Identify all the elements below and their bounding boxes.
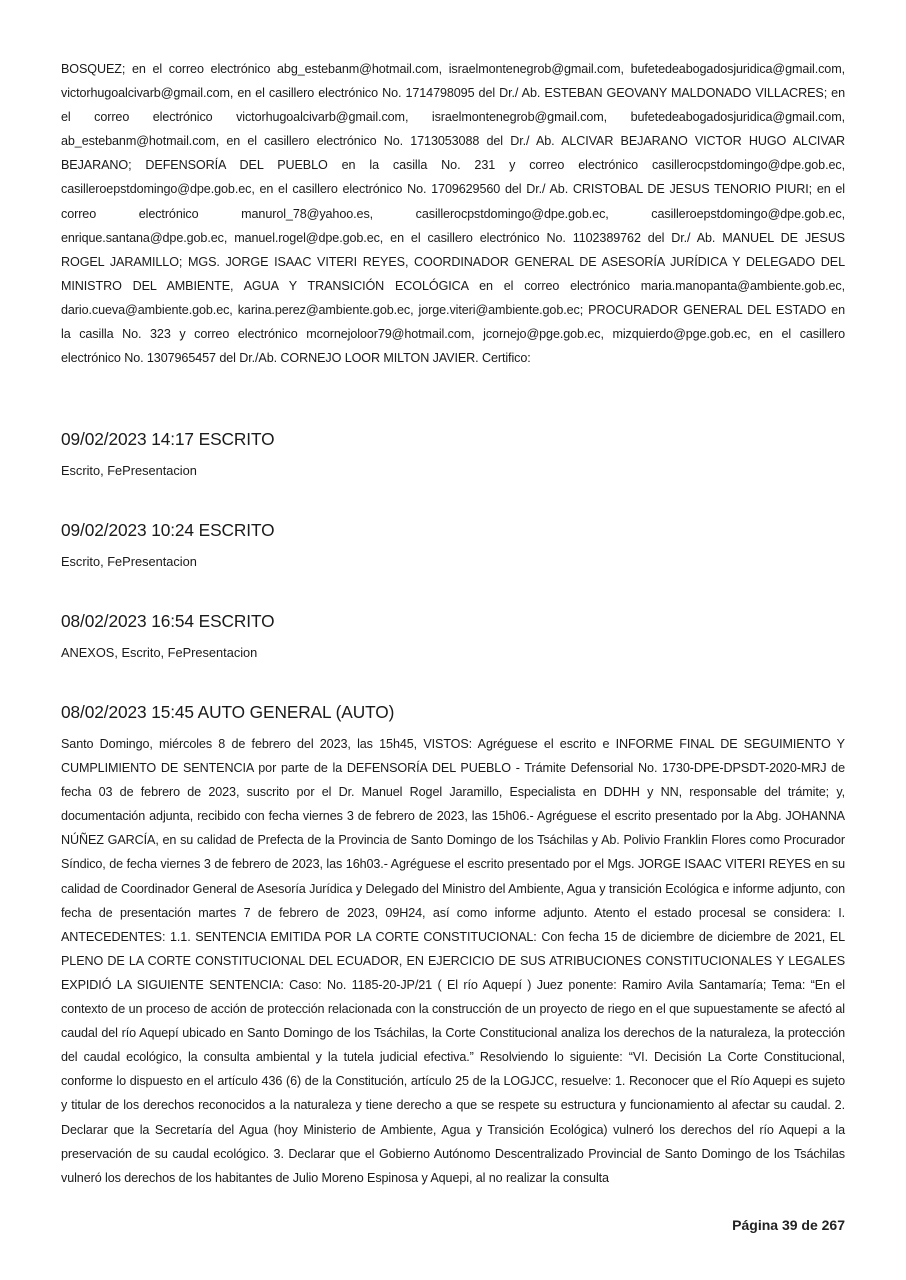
entry-title: 08/02/2023 15:45 AUTO GENERAL (AUTO): [61, 702, 395, 722]
entry-body: Santo Domingo, miércoles 8 de febrero del 2023, las 15h45, VISTOS: Agréguese el escrito e INFORME FINAL DE SEGUIMIENTO Y CUMPLIMIENTO DE SENTENCIA por parte de la DEFENSORÍA DEL PUEBLO - Trámite Defensorial No. 1730-DPE-DPSDT-2020-MRJ de fecha 03 de febrero de 2023, suscrito por el Dr. Manuel Rogel Jaramillo, Especialista en DDHH y NN, responsable del trámite; y, documentación adjunta, recibido con fecha viernes 3 de febrero de 2023, las 15h06.- Agréguese el escrito presentado por la Abg. JOHANNA NÚÑEZ GARCÍA, en su calidad de Prefecta de la Provincia de Santo Domingo de los Tsáchilas y Ab. Polivio Franklin Flores como Procurador Síndico, de fecha viernes 3 de febrero de 2023, las 16h03.- Agréguese el escrito presentado por el Mgs. JORGE ISAAC VITERI REYES en su calidad de Coordinador General de Asesoría Jurídica y Delegado del Ministro del Ambiente, Agua y transición Ecológica e informe adjunto, con fecha de presentación martes 7 de febrero de 2023, 09H24, así como informe adjunto. Atento el estado procesal se considera: I. ANTECEDENTES: 1.1. SENTENCIA EMITIDA POR LA CORTE CONSTITUCIONAL: Con fecha 15 de diciembre de diciembre de 2021, EL PLENO DE LA CORTE CONSTITUCIONAL DEL ECUADOR, EN EJERCICIO DE SUS ATRIBUCIONES CONSTITUCIONALES Y LEGALES EXPIDIÓ LA SIGUIENTE SENTENCIA: Caso: No. 1185-20-JP/21 ( El río Aquepí ) Juez ponente: Ramiro Avila Santamaría; Tema: “En el contexto de un proceso de acción de protección relacionada con la construcción de un proyecto de riego en el que supuestamente se afectó al caudal del río Aquepí ubicado en Santo Domingo de los Tsáchilas, la Corte Constitucional analiza los derechos de la naturaleza, la protección del caudal ecológico, la consulta ambiental y la tutela judicial efectiva.” Resolviendo lo siguiente: “VI. Decisión La Corte Constitucional, conforme lo dispuesto en el artículo 436 (6) de la Constitución, artículo 25 de la LOGJCC, resuelve: 1. Reconocer que el Río Aquepi es sujeto y titular de los derechos reconocidos a la naturaleza y tiene derecho a que se respete su estructura y funcionamiento al afectar su caudal. 2. Declarar que la Secretaría del Agua (hoy Ministerio de Ambiente, Agua y Transición Ecológica) vulneró los derechos del río Aquepi a la preservación de su caudal ecológico. 3. Declarar que el Gobierno Autónomo Descentralizado Provincial de Santo Domingo de los Tsáchilas vulneró los derechos de los habitantes de Julio Moreno Espinosa y Aquepi, al no realizar la consulta: [61, 737, 845, 1185]
entry-title: 09/02/2023 10:24 ESCRITO: [61, 520, 275, 540]
docket-entry: [61, 518, 845, 572]
entry-subtitle: ANEXOS, Escrito, FePresentacion: [61, 645, 258, 660]
page-number: Página 39 de 267: [732, 1217, 845, 1233]
notification-paragraph: BOSQUEZ; en el correo electrónico abg_estebanm@hotmail.com, israelmontenegrob@gmail.com, bufetedeabogadosjuridica@gmail.com, victorhugoalcivarb@gmail.com, en el casillero electrónico No. 1714798095 del Dr./ Ab. ESTEBAN GEOVANY MALDONADO VILLACRES; en el correo electrónico victorhugoalcivarb@gmail.com, israelmontenegrob@gmail.com, bufetedeabogadosjuridica@gmail.com, ab_estebanm@hotmail.com, en el casillero electrónico No. 1713053088 del Dr./ Ab. ALCIVAR BEJARANO VICTOR HUGO ALCIVAR BEJARANO; DEFENSORÍA DEL PUEBLO en la casilla No. 231 y correo electrónico casillerocpstdomingo@dpe.gob.ec, casilleroepstdomingo@dpe.gob.ec, en el casillero electrónico No. 1709629560 del Dr./ Ab. CRISTOBAL DE JESUS TENORIO PIURI; en el correo electrónico manurol_78@yahoo.es, casillerocpstdomingo@dpe.gob.ec, casilleroepstdomingo@dpe.gob.ec, enrique.santana@dpe.gob.ec, manuel.rogel@dpe.gob.ec, en el casillero electrónico No. 1102389762 del Dr./ Ab. MANUEL DE JESUS ROGEL JARAMILLO; MGS. JORGE ISAAC VITERI REYES, COORDINADOR GENERAL DE ASESORÍA JURÍDICA Y DELEGADO DEL MINISTRO DEL AMBIENTE, AGUA Y TRANSICIÓN ECOLÓGICA en el correo electrónico maria.manopanta@ambiente.gob.ec, dario.cueva@ambiente.gob.ec, karina.perez@ambiente.gob.ec, jorge.viteri@ambiente.gob.ec; PROCURADOR GENERAL DEL ESTADO en la casilla No. 323 y correo electrónico mcornejoloor79@hotmail.com, jcornejo@pge.gob.ec, mizquierdo@pge.gob.ec, en el casillero electrónico No. 1307965457 del Dr./Ab. CORNEJO LOOR MILTON JAVIER. Certifico:: [61, 62, 845, 366]
docket-entry: [61, 700, 845, 1190]
entry-title: 09/02/2023 14:17 ESCRITO: [61, 429, 275, 449]
docket-entry: [61, 609, 845, 663]
entry-subtitle: Escrito, FePresentacion: [61, 554, 197, 569]
entry-subtitle: Escrito, FePresentacion: [61, 463, 197, 478]
docket-entry: [61, 427, 845, 481]
entry-title: 08/02/2023 16:54 ESCRITO: [61, 611, 275, 631]
